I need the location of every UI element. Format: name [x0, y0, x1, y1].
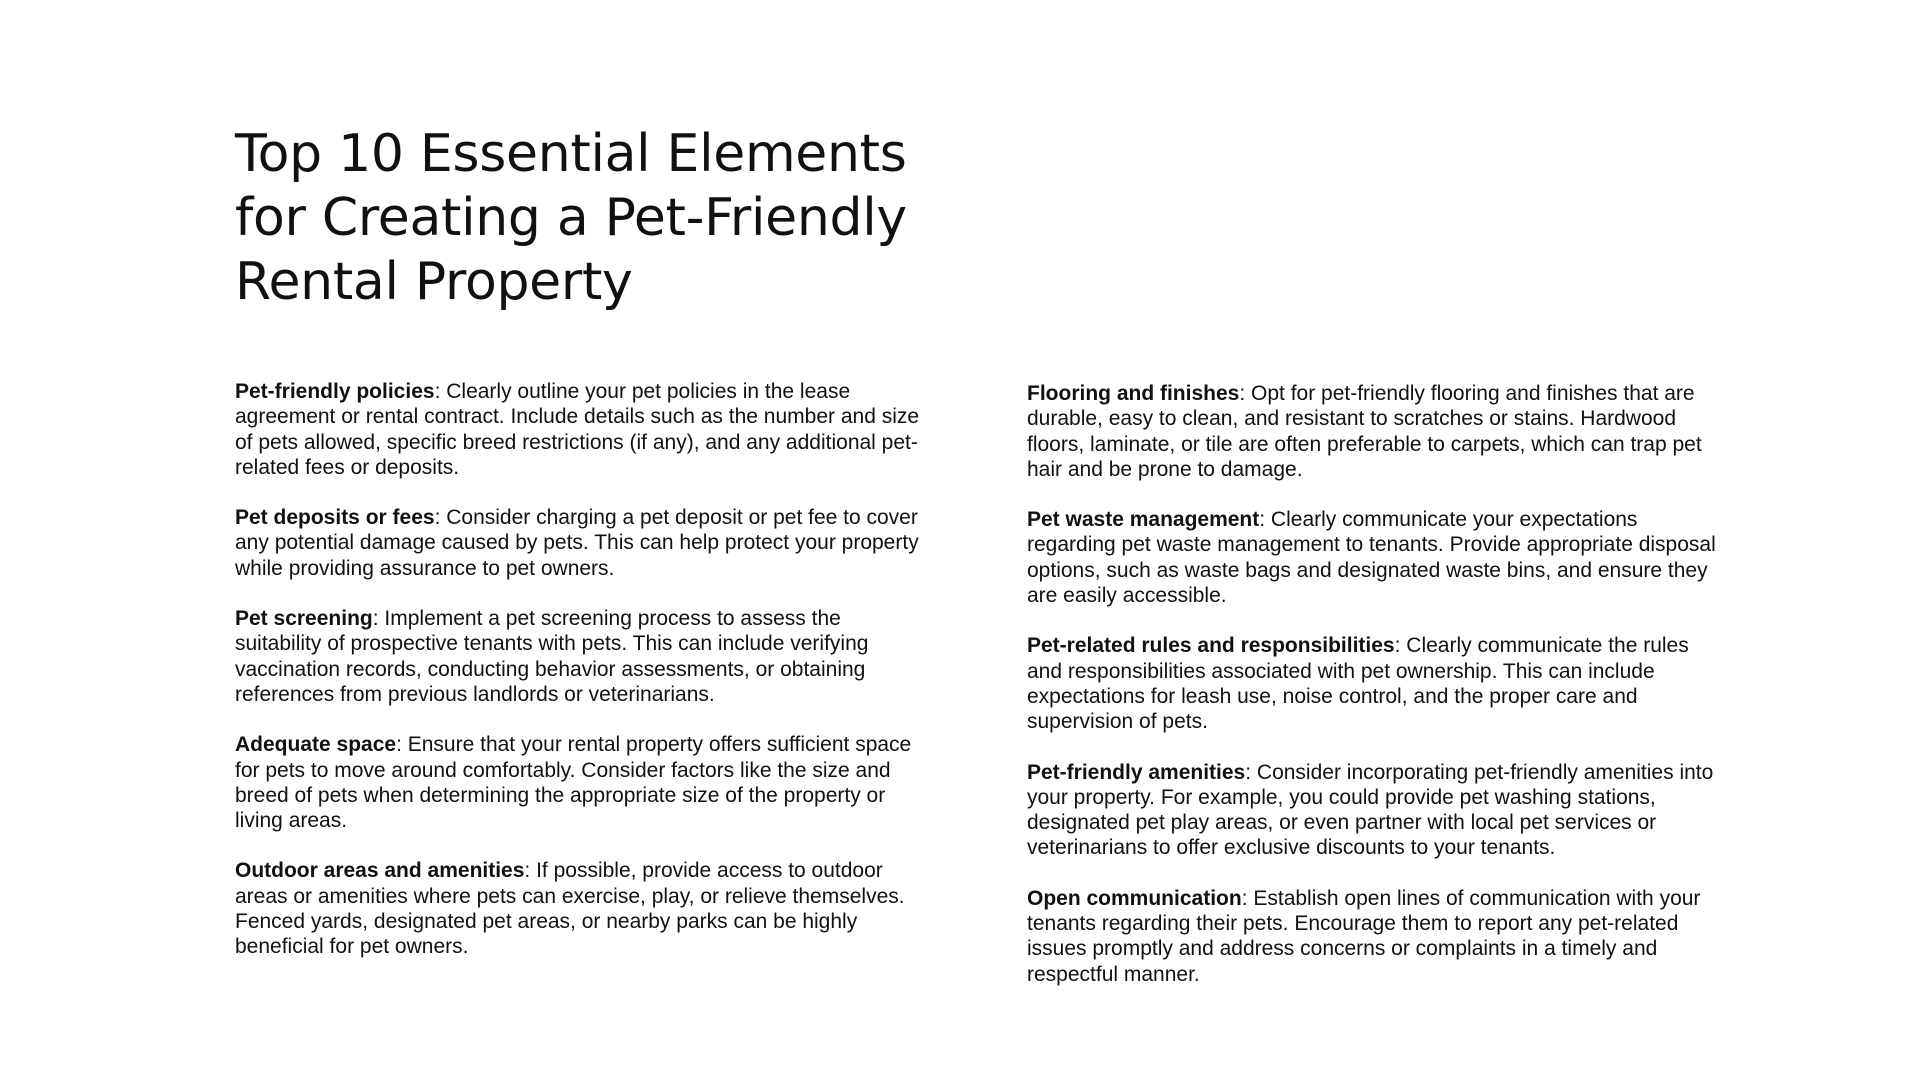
page-title: Top 10 Essential Elements for Creating a Pet-Friendly Rental Property [235, 124, 907, 312]
item-text: : Consider charging a pet deposit or pet fee to cover any potential damage caused by pets. This can help protect your property while providing assurance to pet owners. [235, 506, 919, 580]
list-item-pet-friendly-policies [235, 379, 925, 480]
item-term: Pet-friendly amenities [1027, 760, 1246, 784]
list-item-adequate-space [235, 732, 925, 833]
item-text: : Ensure that your rental property offers sufficient space for pets to move around comfortably. Consider factors like the size and breed of pets when determining the appropriate size of the property or living areas. [235, 733, 912, 833]
item-term: Pet-related rules and responsibilities [1027, 634, 1395, 658]
list-item-pet-waste-management [1027, 507, 1717, 608]
list-item-outdoor-areas [235, 858, 925, 959]
item-term: Pet-friendly policies [235, 380, 435, 403]
item-text: : Consider incorporating pet-friendly amenities into your property. For example, you could provide pet washing stations, designated pet play areas, or even partner with local pet services or veterinarians to offer exclusive discounts to your tenants. [1027, 760, 1714, 860]
list-item-open-communication [1027, 886, 1717, 987]
item-text: : Clearly communicate the rules and responsibilities associated with pet ownership. This can include expectations for leash use, noise control, and the proper care and supervision of pets. [1027, 634, 1689, 734]
right-column [1027, 381, 1717, 1012]
left-column [235, 379, 925, 985]
item-term: Pet screening [235, 607, 373, 631]
item-term: Flooring and finishes [1027, 382, 1240, 405]
item-term: Adequate space [235, 733, 397, 757]
item-term: Pet deposits or fees [235, 506, 435, 530]
item-term: Pet waste management [1027, 508, 1260, 532]
item-term: Outdoor areas and amenities [235, 859, 525, 883]
list-item-flooring-and-finishes [1027, 381, 1717, 482]
item-text: : Clearly communicate your expectations regarding pet waste management to tenants. Provide appropriate disposal options, such as waste bags and designated waste bins, and ensure they are easily accessible. [1027, 508, 1716, 608]
list-item-pet-screening [235, 606, 925, 707]
item-term: Open communication [1027, 886, 1242, 910]
item-text: : Establish open lines of communication with your tenants regarding their pets. Encourage them to report any pet-related issues promptly and address concerns or complaints in a timely and respectful manner. [1027, 886, 1701, 986]
item-text: : If possible, provide access to outdoor areas or amenities where pets can exercise, play, or relieve themselves. Fenced yards, designated pet areas, or nearby parks can be highly beneficial for pet owners. [235, 859, 905, 959]
item-text: : Implement a pet screening process to assess the suitability of prospective tenants with pets. This can include verifying vaccination records, conducting behavior assessments, or obtaining references from previous landlords or veterinarians. [235, 607, 869, 706]
list-item-pet-friendly-amenities [1027, 760, 1717, 861]
item-text: : Clearly outline your pet policies in the lease agreement or rental contract. Include details such as the number and size of pets allowed, specific breed restrictions (if any), and any additional pet-related fees or deposits. [235, 380, 920, 479]
list-item-pet-deposits-or-fees [235, 505, 925, 581]
list-item-pet-related-rules [1027, 633, 1717, 734]
item-text: : Opt for pet-friendly flooring and finishes that are durable, easy to clean, and resistant to scratches or stains. Hardwood floors, laminate, or tile are often preferable to carpets, which can trap pet hair and be prone to damage. [1027, 382, 1702, 481]
